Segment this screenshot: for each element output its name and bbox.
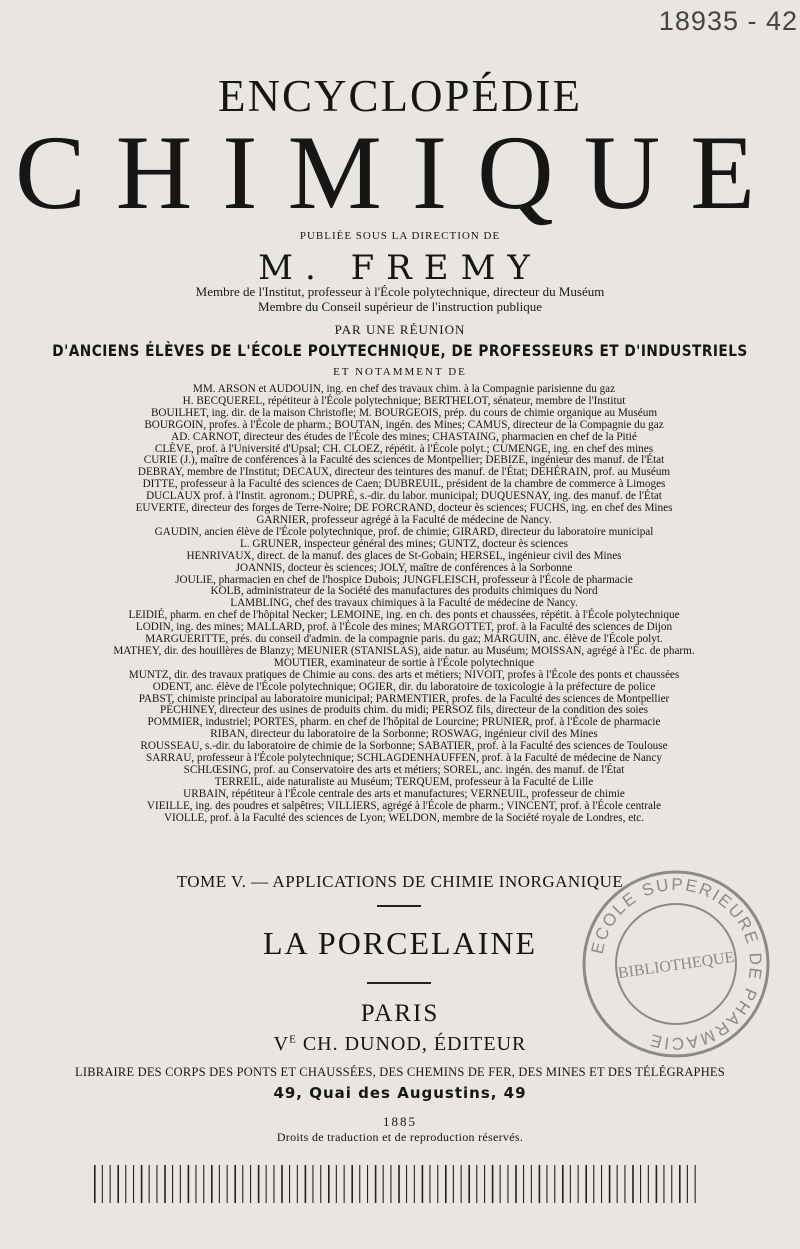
barcode-bar (570, 1165, 571, 1203)
notamment: ET NOTAMMENT DE (333, 366, 467, 378)
title-top: ENCYCLOPÉDIE (218, 71, 582, 121)
barcode-bar (94, 1165, 96, 1203)
barcode-bar (281, 1165, 283, 1203)
contributor-line: PABST, chimiste principal au laboratoire municipal; PARMENTIER, profes. de la Faculté des sciences de Montpellier (138, 692, 670, 705)
contributor-line: ROUSSEAU, s.-dir. du laboratoire de chimie de la Sorbonne; SABATIER, prof. à la Faculté des sciences de Toulouse (140, 740, 668, 753)
contributor-line: VIOLLE, prof. à la Faculté des sciences de Lyon; WELDON, membre de la Société royale de Londres, etc. (163, 811, 645, 824)
barcode-bar (219, 1165, 220, 1203)
contributor-line: JOANNIS, docteur ès sciences; JOLY, maître de conférences à la Sorbonne (235, 561, 573, 574)
contributor-line: CURIE (J.), maître de conférences à la Faculté des sciences de Montpellier; DEBIZE, ingénieur des manuf. de l'État (143, 454, 665, 467)
barcode-bar (468, 1165, 470, 1203)
volume-title: LA PORCELAINE (263, 925, 537, 961)
barcode-bar (663, 1165, 664, 1203)
rights-notice: Droits de traduction et de reproduction réservés. (276, 1130, 524, 1144)
barcode-bar (164, 1165, 166, 1203)
divider-rule (367, 982, 431, 984)
contributor-line: AD. CARNOT, directeur des études de l'École des mines; CHASTAING, pharmacien en chef de la Pitié (171, 430, 637, 443)
barcode-bar (336, 1165, 337, 1203)
barcode-bar (531, 1165, 532, 1203)
barcode-bar (289, 1165, 290, 1203)
barcode-bar (242, 1165, 243, 1203)
barcode-bar (110, 1165, 111, 1203)
barcode-bar (656, 1165, 658, 1203)
contributor-line: DEBRAY, membre de l'Institut; DECAUX, directeur des teintures des manuf. de l'État; DEHÉRAIN, prof. au Muséum (137, 466, 671, 479)
barcode-bar (554, 1165, 555, 1203)
publisher-name: CH. DUNOD, ÉDITEUR (302, 1033, 527, 1055)
contributor-line: POMMIER, industriel; PORTES, pharm. en chef de l'hôpital de Lourcine; PRUNIER, prof. à l'École de pharmacie (147, 716, 661, 729)
barcode-bar (695, 1165, 696, 1203)
barcode-bar (414, 1165, 415, 1203)
barcode-bar (601, 1165, 602, 1203)
barcode-bar (344, 1165, 345, 1203)
divider-rule (377, 905, 421, 907)
contributor-line: LAMBLING, chef des travaux chimiques à la Faculté de médecine de Nancy. (230, 597, 578, 610)
barcode-bar (351, 1165, 353, 1203)
barcode-bar (297, 1165, 298, 1203)
barcode-bar (476, 1165, 477, 1203)
barcode-bar (523, 1165, 524, 1203)
publisher-sup: E (289, 1033, 297, 1046)
publisher-address: 49, Quai des Augustins, 49 (273, 1084, 527, 1102)
barcode-bar (117, 1165, 119, 1203)
barcode-bar (133, 1165, 134, 1203)
barcode-bar (149, 1165, 150, 1203)
barcode-bar (453, 1165, 454, 1203)
contributor-line: GARNIER, professeur agrégé à la Faculté de médecine de Nancy. (256, 513, 552, 526)
contributor-line: ODENT, anc. élève de l'École polytechnique; OGIER, dir. du laboratoire de toxicologie à la préfecture de police (152, 680, 656, 693)
contributor-line: LODIN, ing. des mines; MALLARD, prof. à l'École des mines; MARGOTTET, prof. à la Faculté des sciences de Dijon (135, 621, 673, 634)
barcode-bar (383, 1165, 384, 1203)
publisher-description: LIBRAIRE DES CORPS DES PONTS ET CHAUSSÉES, DES CHEMINS DE FER, DES MINES ET DES TÉLÉGRAPHES (75, 1065, 725, 1079)
par-une-reunion: PAR UNE RÉUNION (334, 322, 466, 337)
director-role-line: Membre du Conseil supérieur de l'instruction publique (258, 299, 542, 314)
barcode-bar (632, 1165, 634, 1203)
barcode-bar (188, 1165, 190, 1203)
contributor-line: GAUDIN, ancien élève de l'École polytechnique, prof. de chimie; GIRARD, directeur du laboratoire municipal (154, 525, 654, 538)
contributor-line: EUVERTE, directeur des forges de Terre-Noire; DE FORCRAND, docteur ès sciences; FUCHS, ing. en chef des Mines (135, 502, 673, 515)
barcode-bar (367, 1165, 368, 1203)
contributor-line: SCHLŒSING, prof. au Conservatoire des arts et métiers; SOREL, anc. ingén. des manuf. de l'État (183, 764, 625, 776)
contributor-line: CLÈVE, prof. à l'Université d'Upsal; CH. CLOEZ, répétit. à l'École polyt.; CUMENGE, ing. en chef des mines (154, 442, 654, 455)
barcode-bar (445, 1165, 447, 1203)
barcode-bar (679, 1165, 681, 1203)
city: PARIS (360, 1000, 440, 1027)
barcode-bar (211, 1165, 213, 1203)
contributor-line: MM. ARSON et AUDOUIN, ing. en chef des travaux chim. à la Compagnie parisienne du gaz (192, 383, 616, 395)
contributor-line: BOURGOIN, profes. à l'École de pharm.; BOUTAN, ingén. des Mines; CAMUS, directeur de la Compagnie du gaz (144, 418, 664, 431)
barcode-bar (562, 1165, 564, 1203)
contributor-line: TERREIL, aide naturaliste au Muséum; TERQUEM, professeur à la Faculté de Lille (214, 775, 594, 788)
barcode-bar (617, 1165, 618, 1203)
barcode-bar (180, 1165, 181, 1203)
barcode-bar (390, 1165, 391, 1203)
barcode-bar (500, 1165, 501, 1203)
contributor-line: BOUILHET, ing. dir. de la maison Christofle; M. BOURGEOIS, prép. du cours de chimie organique au Muséum (150, 406, 658, 419)
contributor-line: MUNTZ, dir. des travaux pratiques de Chimie au cons. des arts et métiers; NIVOIT, profes à l'École des ponts et chaussées (128, 668, 680, 681)
barcode-bar (266, 1165, 267, 1203)
barcode-bar (125, 1165, 126, 1203)
barcode-bar (507, 1165, 508, 1203)
barcode-bar (585, 1165, 587, 1203)
contributor-line: MOUTIER, examinateur de sortie à l'École polytechnique (273, 656, 535, 669)
contributor-line: L. GRUNER, inspecteur général des mines; GUNTZ, docteur ès sciences (239, 537, 569, 550)
barcode-bar (437, 1165, 438, 1203)
barcode-bar (398, 1165, 400, 1203)
contributor-line: KOLB, administrateur de la Société des manufactures des produits chimiques du Nord (210, 585, 598, 598)
barcode-bar (578, 1165, 579, 1203)
barcode-bar (156, 1165, 157, 1203)
director-roles (0, 284, 800, 314)
contributor-line: DUCLAUX prof. à l'Instit. agronom.; DUPRÉ, s.-dir. du labor. municipal; DUQUESNAY, ing. des manuf. de l'État (146, 490, 662, 503)
barcode-bar (624, 1165, 625, 1203)
barcode-bar (227, 1165, 228, 1203)
barcode-bar (609, 1165, 611, 1203)
contributor-line: MATHEY, dir. des houillères de Blanzy; MEUNIER (STANISLAS), aide natur. au Muséum; MOISSAN, agrégé à l'Éc. de pharm. (113, 644, 695, 657)
barcode-bar (461, 1165, 462, 1203)
publication-year: 1885 (383, 1114, 417, 1129)
shelfmark: 18935 - 42 (658, 6, 798, 36)
tome-line: TOME V. — APPLICATIONS DE CHIMIE INORGANIQUE (176, 872, 624, 891)
barcode-bar (195, 1165, 196, 1203)
contributors-list (54, 384, 754, 825)
publisher-prefix: V (273, 1033, 290, 1055)
contributor-line: RIBAN, directeur du laboratoire de la Sorbonne; ROSWAG, ingénieur civil des Mines (210, 728, 598, 741)
contributor-line: H. BECQUEREL, répétiteur à l'École polytechnique; BERTHELOT, sénateur, membre de l'Institut (182, 394, 626, 407)
svg-text:ECOLE SUPERIEURE DE PHARMACIE: ECOLE SUPERIEURE DE PHARMACIE (587, 874, 766, 1054)
library-stamp-icon (578, 866, 774, 1062)
barcode-bar (484, 1165, 485, 1203)
barcode-bar (320, 1165, 321, 1203)
contributor-line: MARGUERITTE, prés. du conseil d'admin. de la compagnie paris. du gaz; MARGUIN, anc. élève de l'École polyt. (145, 633, 663, 646)
barcode-bar (359, 1165, 360, 1203)
contributor-line: PÉCHINEY, directeur des usines de produits chim. du midi; PERSOZ fils, directeur de la condition des soies (160, 704, 648, 717)
barcode-bar (258, 1165, 260, 1203)
barcode-bar (671, 1165, 672, 1203)
contributor-line: URBAIN, répétiteur à l'École centrale des arts et manufactures; VERNEUIL, professeur de chimie (183, 787, 625, 800)
barcode-bar (539, 1165, 541, 1203)
contributor-line: VIEILLE, ing. des poudres et salpêtres; VILLIERS, agrégé à l'École de pharm.; VINCENT, prof. à l'École centrale (146, 799, 662, 812)
contributor-line: JOULIE, pharmacien en chef de l'hospice Dubois; JUNGFLEISCH, professeur à l'École de pharmacie (175, 573, 633, 586)
title-main: CHIMIQUE (15, 114, 785, 231)
barcode-bar (546, 1165, 547, 1203)
barcode-bar (687, 1165, 688, 1203)
barcode-bar (102, 1165, 103, 1203)
contributor-line: LEIDIÉ, pharm. en chef de l'hôpital Necker; LEMOINE, ing. en ch. des ponts et chaussées, répétit. à l'École polytechnique (128, 609, 680, 622)
barcode-bar (234, 1165, 236, 1203)
director-name: M. FREMY (258, 248, 542, 288)
published-under: PUBLIÉE SOUS LA DIRECTION DE (299, 230, 501, 242)
barcode-bar (312, 1165, 313, 1203)
director-role-line: Membre de l'Institut, professeur à l'École polytechnique, directeur du Muséum (195, 284, 605, 299)
barcode-bar (492, 1165, 494, 1203)
barcode-bar (203, 1165, 204, 1203)
anciens-eleves: D'ANCIENS ÉLÈVES DE L'ÉCOLE POLYTECHNIQUE, DE PROFESSEURS ET D'INDUSTRIELS (52, 341, 748, 360)
barcode-bar (422, 1165, 424, 1203)
barcode-bar (515, 1165, 517, 1203)
contributor-line: HENRIVAUX, direct. de la manuf. des glaces de St-Gobain; HERSEL, ingénieur civil des Mines (186, 549, 622, 562)
barcode-bar (375, 1165, 377, 1203)
barcode-bar (250, 1165, 251, 1203)
barcode-bar (328, 1165, 330, 1203)
barcode-bar (141, 1165, 143, 1203)
barcode-bar (172, 1165, 173, 1203)
barcode-bar (406, 1165, 407, 1203)
barcode-bar (640, 1165, 641, 1203)
barcode-bar (648, 1165, 649, 1203)
contributor-line: SARRAU, professeur à l'École polytechnique; SCHLAGDENHAUFFEN, prof. à la Faculté de médecine de Nancy (146, 752, 662, 765)
barcode-bar (305, 1165, 307, 1203)
svg-text:BIBLIOTHEQUE: BIBLIOTHEQUE (616, 948, 736, 983)
barcode-bar (273, 1165, 274, 1203)
barcode-bar (429, 1165, 430, 1203)
barcode-bar (593, 1165, 594, 1203)
barcode-icon (92, 1165, 708, 1203)
contributor-line: DITTE, professeur à la Faculté des sciences de Caen; DUBREUIL, président de la chambre de commerce à Limoges (142, 478, 666, 491)
